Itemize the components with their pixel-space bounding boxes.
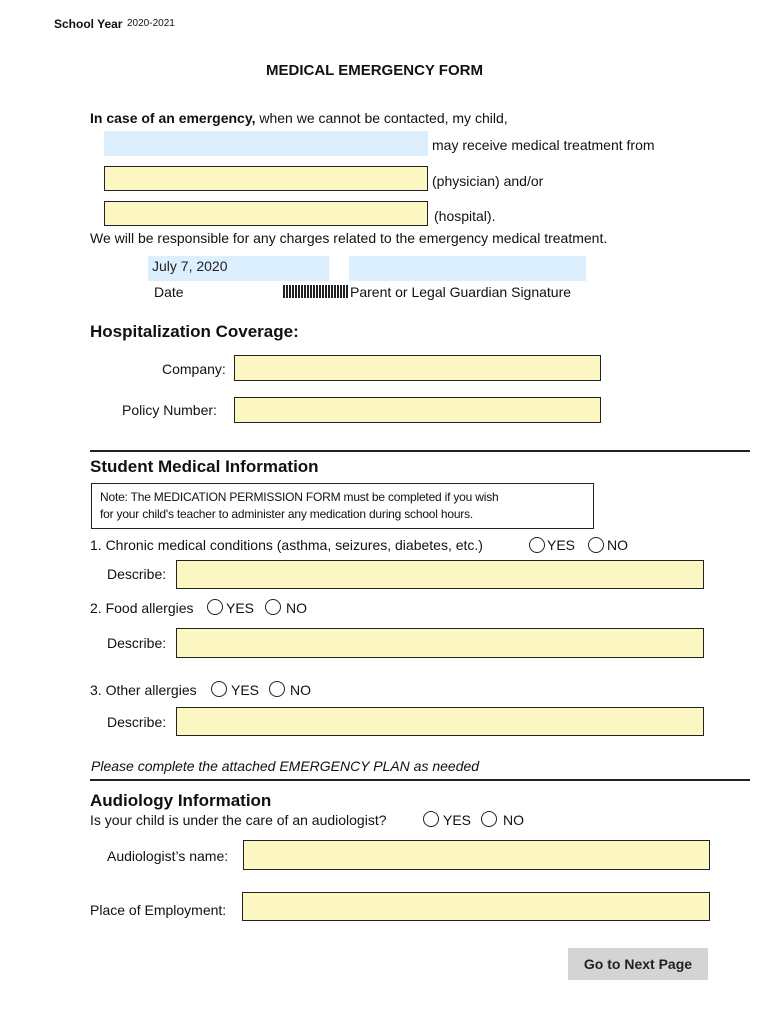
hospital-field[interactable] [104, 201, 428, 226]
chronic-no-radio[interactable] [588, 537, 604, 553]
other-describe-label: Describe: [107, 714, 167, 730]
child-suffix-text: may receive medical treatment from [432, 137, 655, 153]
chronic-no-label: NO [607, 537, 628, 553]
audiologist-no-label: NO [503, 812, 524, 828]
company-label: Company: [162, 361, 226, 377]
audiologist-question: Is your child is under the care of an audiologist? [90, 812, 387, 828]
note-line-2: for your child's teacher to administer any medication during school hours. [100, 507, 474, 521]
audiology-heading: Audiology Information [90, 791, 272, 810]
section-divider-2 [90, 779, 750, 781]
audiologist-yes-radio[interactable] [423, 811, 439, 827]
date-value: July 7, 2020 [152, 258, 228, 274]
child-name-field[interactable] [104, 131, 428, 156]
question-chronic-conditions: 1. Chronic medical conditions (asthma, seizures, diabetes, etc.) [90, 537, 483, 553]
chronic-describe-label: Describe: [107, 566, 167, 582]
date-field[interactable] [148, 256, 329, 281]
hospital-suffix-text: (hospital). [434, 208, 496, 224]
chronic-yes-radio[interactable] [529, 537, 545, 553]
consent-intro-rest: when we cannot be contacted, my child, [255, 110, 508, 126]
consent-intro [90, 110, 508, 126]
food-no-label: NO [286, 600, 307, 616]
consent-intro-bold: In case of an emergency, [90, 110, 256, 126]
physician-suffix-text: (physician) and/or [432, 173, 544, 189]
audiologist-yes-label: YES [443, 812, 472, 828]
food-describe-field[interactable] [176, 628, 704, 658]
other-no-radio[interactable] [269, 681, 285, 697]
form-title: MEDICAL EMERGENCY FORM [266, 62, 483, 79]
date-label: Date [154, 284, 184, 300]
responsibility-text: We will be responsible for any charges related to the emergency medical treatment. [90, 230, 608, 246]
question-other-allergies: 3. Other allergies [90, 682, 197, 698]
section-divider [90, 450, 750, 452]
place-of-employment-field[interactable] [242, 892, 710, 921]
policy-number-label: Policy Number: [122, 402, 217, 418]
signature-label: Parent or Legal Guardian Signature [350, 284, 572, 300]
food-describe-label: Describe: [107, 635, 167, 651]
food-yes-radio[interactable] [207, 599, 223, 615]
go-to-next-page-button[interactable]: Go to Next Page [568, 948, 708, 980]
other-no-label: NO [290, 682, 311, 698]
school-year-value: 2020-2021 [127, 18, 175, 29]
other-yes-radio[interactable] [211, 681, 227, 697]
emergency-plan-note: Please complete the attached EMERGENCY PLAN as needed [91, 758, 480, 774]
overlapping-text-artifact [283, 285, 349, 298]
audiologist-no-radio[interactable] [481, 811, 497, 827]
place-of-employment-label: Place of Employment: [90, 902, 227, 918]
other-yes-label: YES [231, 682, 260, 698]
company-field[interactable] [234, 355, 601, 381]
audiologist-name-field[interactable] [243, 840, 710, 870]
hospitalization-heading: Hospitalization Coverage: [90, 322, 299, 341]
other-describe-field[interactable] [176, 707, 704, 736]
chronic-describe-field[interactable] [176, 560, 704, 589]
chronic-yes-label: YES [547, 537, 576, 553]
physician-field[interactable] [104, 166, 428, 191]
question-food-allergies: 2. Food allergies [90, 600, 194, 616]
signature-field[interactable] [349, 256, 586, 281]
food-no-radio[interactable] [265, 599, 281, 615]
medication-note-box [91, 483, 594, 529]
audiologist-name-label: Audiologist’s name: [107, 848, 229, 864]
policy-number-field[interactable] [234, 397, 601, 423]
food-yes-label: YES [226, 600, 255, 616]
school-year-label: School Year [54, 17, 123, 31]
student-medical-heading: Student Medical Information [90, 457, 319, 476]
note-line-1: Note: The MEDICATION PERMISSION FORM must be completed if you wish [100, 490, 499, 504]
